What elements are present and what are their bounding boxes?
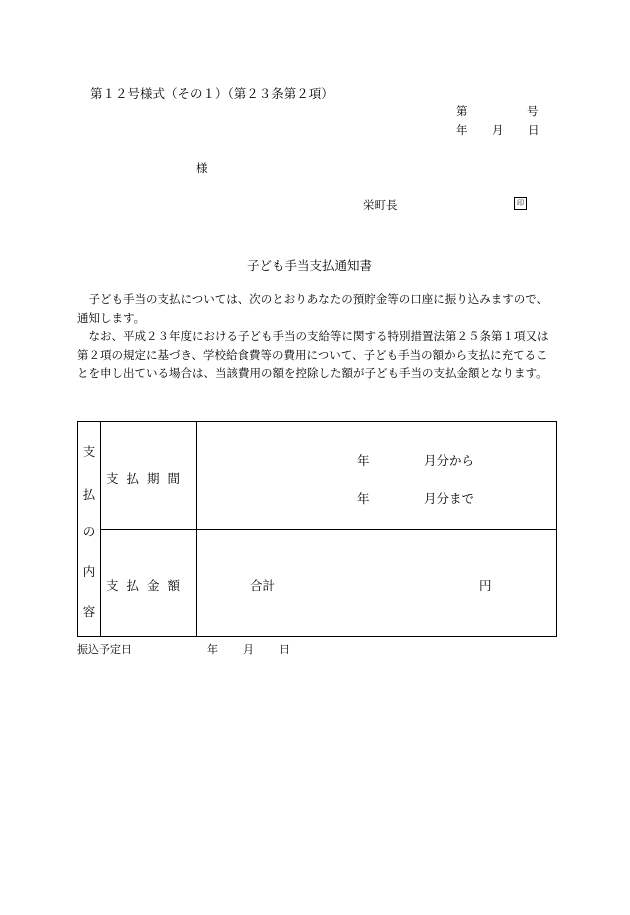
issue-date-month: 月 bbox=[492, 123, 504, 137]
document-number-suffix: 号 bbox=[527, 104, 539, 118]
side-label-char: 容 bbox=[82, 604, 96, 619]
side-label-char: の bbox=[82, 524, 96, 539]
period-from-year: 年 bbox=[357, 453, 370, 468]
document-number-prefix: 第 bbox=[456, 104, 468, 118]
payment-period-label: 支払期間 bbox=[106, 471, 189, 486]
table-divider-row bbox=[100, 529, 556, 530]
period-to-month: 月分まで bbox=[424, 491, 475, 506]
transfer-date-day: 日 bbox=[279, 643, 290, 656]
payment-amount-label: 支払金額 bbox=[106, 578, 189, 593]
transfer-date-year: 年 bbox=[207, 643, 218, 656]
issue-date-year: 年 bbox=[456, 123, 468, 137]
seal-mark: 印 bbox=[514, 197, 527, 210]
side-label-char: 払 bbox=[82, 487, 96, 502]
side-label-char: 支 bbox=[82, 444, 96, 459]
transfer-date-label: 振込予定日 bbox=[77, 643, 132, 656]
issuer-title: 栄町長 bbox=[363, 198, 398, 212]
side-label-char: 内 bbox=[82, 564, 96, 579]
transfer-date-month: 月 bbox=[243, 643, 254, 656]
body-paragraph-2: なお、平成２３年度における子ども手当の支給等に関する特別措置法第２５条第１項又は第２項の規定に基づき、学校給食費等の費用について、子ども手当の額から支払に充てることを申し出ている場合は、当該費用の額を控除した額が子ども手当の支払金額となります。 bbox=[77, 329, 549, 380]
issue-date-day: 日 bbox=[528, 123, 540, 137]
body-paragraph-1: 子ども手当の支払については、次のとおりあなたの預貯金等の口座に振り込みますので、通知します。 bbox=[77, 292, 549, 325]
document-title: 子ども手当支払通知書 bbox=[247, 258, 373, 273]
payment-details-table bbox=[77, 421, 557, 637]
body-text bbox=[77, 290, 555, 383]
period-from-month: 月分から bbox=[424, 453, 475, 468]
form-number: 第１２号様式（その１）（第２３条第２項） bbox=[90, 86, 334, 101]
yen-label: 円 bbox=[479, 578, 492, 593]
total-label: 合計 bbox=[250, 578, 276, 593]
recipient-honorific: 様 bbox=[196, 161, 208, 175]
period-to-year: 年 bbox=[357, 491, 370, 506]
